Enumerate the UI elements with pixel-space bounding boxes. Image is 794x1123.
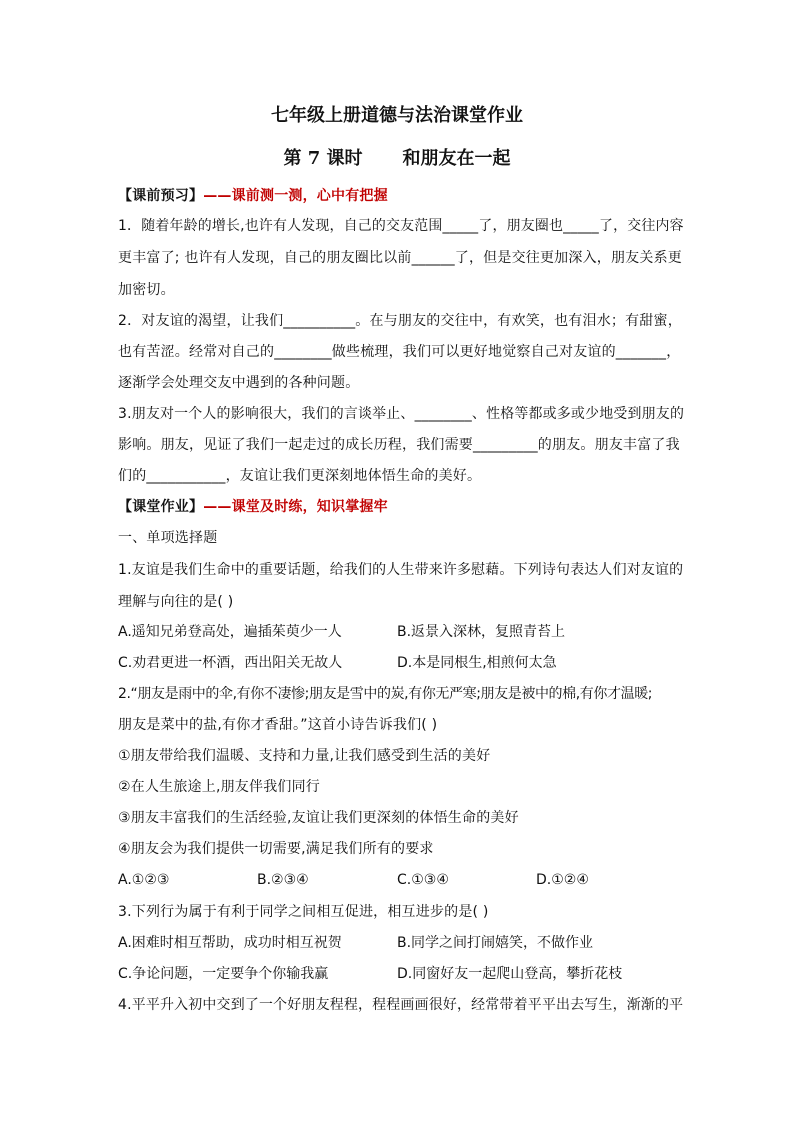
question-2-stem: 朋友是菜中的盐,有你才香甜。”这首小诗告诉我们( ) <box>118 717 438 733</box>
preview-slogan: ——课前测一测，心中有把握 <box>203 188 388 204</box>
question-2-option-a: A.①②③ <box>118 872 170 888</box>
question-2-option-c: C.①③④ <box>397 872 449 888</box>
question-2-option-d: D.①②④ <box>536 872 589 888</box>
classwork-heading <box>118 497 388 517</box>
question-1-option-a: A.遥知兄弟登高处，遍插茱萸少一人 <box>118 624 342 640</box>
question-3-option-a: A.困难时相互帮助，成功时相互祝贺 <box>118 935 342 951</box>
lesson-heading <box>0 147 794 171</box>
preview-line: 加密切。 <box>118 282 175 298</box>
document-title: 七年级上册道德与法治课堂作业 <box>271 105 523 126</box>
question-1-option-d: D.本是同根生,相煎何太急 <box>397 655 557 671</box>
section-title: 一、单项选择题 <box>118 530 218 546</box>
preview-line: 更丰富了; 也许有人发现，自己的朋友圈比以前______了，但是交往更加深入，朋友关系更 <box>118 250 682 266</box>
preview-line: 们的___________，友谊让我们更深刻地体悟生命的美好。 <box>118 468 482 484</box>
question-1-stem: 1.友谊是我们生命中的重要话题，给我们的人生带来许多慰藉。下列诗句表达人们对友谊的 <box>118 562 684 578</box>
question-3-option-b: B.同学之间打闹嬉笑，不做作业 <box>397 935 594 951</box>
question-2-stem: 2.“朋友是雨中的伞,有你不凄惨;朋友是雪中的炭,有你无严寒;朋友是被中的棉,有你才温暖; <box>118 686 653 702</box>
preview-line: 逐渐学会处理交友中遇到的各种问题。 <box>118 375 360 391</box>
question-1-option-c: C.劝君更进一杯酒，西出阳关无故人 <box>118 655 343 671</box>
question-2-statement: ①朋友带给我们温暖、支持和力量,让我们感受到生活的美好 <box>118 748 491 764</box>
question-2-statement: ②在人生旅途上,朋友伴我们同行 <box>118 779 321 795</box>
classwork-label: 【课堂作业】 <box>118 499 204 515</box>
preview-line: 3.朋友对一个人的影响很大，我们的言谈举止、________、性格等都或多或少地受到朋友的 <box>118 406 685 422</box>
lesson-topic: 和朋友在一起 <box>402 148 511 169</box>
question-2-statement: ③朋友丰富我们的生活经验,友谊让我们更深刻的体悟生命的美好 <box>118 810 519 826</box>
question-2-option-b: B.②③④ <box>257 872 309 888</box>
classwork-slogan: ——课堂及时练，知识掌握牢 <box>203 499 388 515</box>
question-3-option-c: C.争论问题，一定要争个你输我赢 <box>118 966 329 982</box>
preview-line: 2．对友谊的渴望，让我们__________。在与朋友的交往中，有欢笑，也有泪水；有甜蜜， <box>118 313 682 329</box>
question-3-stem: 3.下列行为属于有利于同学之间相互促进，相互进步的是( ) <box>118 904 489 920</box>
question-1-option-b: B.返景入深林，复照青苔上 <box>397 624 566 640</box>
preview-line: 也有苦涩。经常对自己的________做些梳理，我们可以更好地觉察自己对友谊的_______， <box>118 344 681 360</box>
question-3-option-d: D.同窗好友一起爬山登高，攀折花枝 <box>397 966 623 982</box>
question-1-stem: 理解与向往的是( ) <box>118 594 234 610</box>
preview-label: 【课前预习】 <box>118 188 204 204</box>
question-2-statement: ④朋友会为我们提供一切需要,满足我们所有的要求 <box>118 841 434 857</box>
preview-line: 影响。朋友，见证了我们一起走过的成长历程，我们需要_________的朋友。朋友丰富了我 <box>118 437 680 453</box>
preview-line: 1．随着年龄的增长,也许有人发现，自己的交友范围_____了，朋友圈也_____了，交往内容 <box>118 218 684 234</box>
lesson-number: 第 7 课时 <box>283 148 363 169</box>
preview-heading <box>118 186 388 206</box>
question-4-stem: 4.平平升入初中交到了一个好朋友程程，程程画画很好，经常带着平平出去写生，渐渐的平 <box>118 997 684 1013</box>
